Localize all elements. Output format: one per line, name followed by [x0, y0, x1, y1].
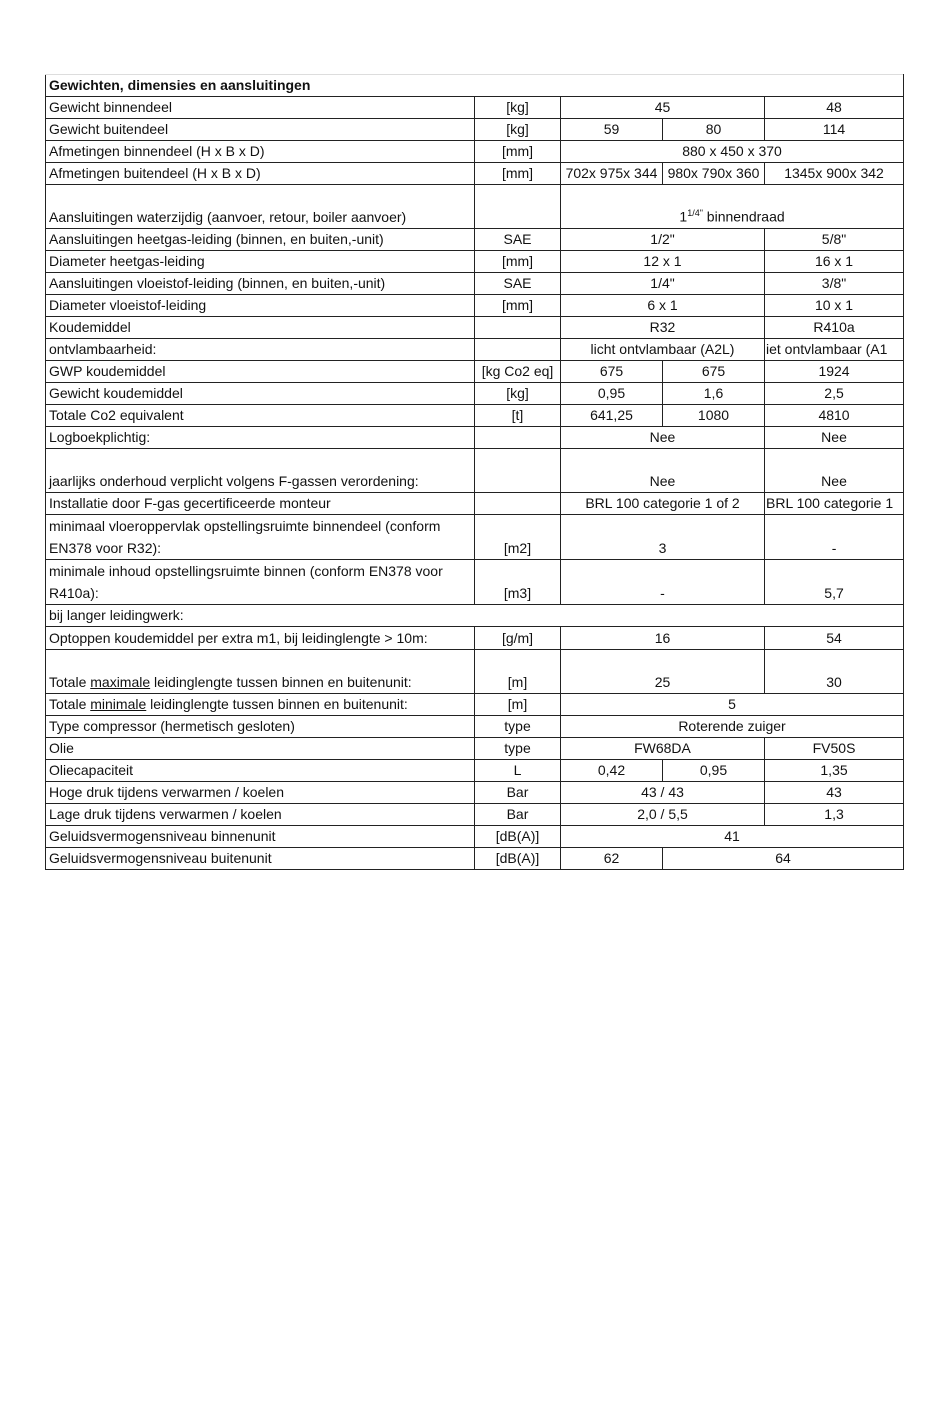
row-unit: [m2]: [475, 515, 561, 560]
row-value: 64: [663, 848, 904, 870]
row-label: Geluidsvermogensniveau binnenunit: [46, 826, 475, 848]
row-unit: [475, 493, 561, 515]
row-value: [561, 185, 904, 229]
spec-sheet: [45, 74, 903, 870]
table-row: [46, 782, 904, 804]
table-title-row: [46, 75, 904, 97]
row-value: 16 x 1: [765, 251, 904, 273]
table-row: [46, 163, 904, 185]
row-label: Afmetingen buitendeel (H x B x D): [46, 163, 475, 185]
row-label: Hoge druk tijdens verwarmen / koelen: [46, 782, 475, 804]
table-row: [46, 383, 904, 405]
row-value: 1,6: [663, 383, 765, 405]
row-value: 0,95: [663, 760, 765, 782]
row-value: 59: [561, 119, 663, 141]
row-unit: Bar: [475, 782, 561, 804]
row-label: Geluidsvermogensniveau buitenunit: [46, 848, 475, 870]
row-value: 1/4": [561, 273, 765, 295]
row-value: Roterende zuiger: [561, 716, 904, 738]
row-label: Installatie door F-gas gecertificeerde monteur: [46, 493, 475, 515]
row-label: Aansluitingen heetgas-leiding (binnen, en buiten,-unit): [46, 229, 475, 251]
table-row: [46, 339, 904, 361]
row-unit: [475, 449, 561, 493]
table-row: [46, 515, 904, 560]
table-row: [46, 493, 904, 515]
row-value: R410a: [765, 317, 904, 339]
row-unit: [mm]: [475, 141, 561, 163]
row-unit: [475, 185, 561, 229]
row-value: 4810: [765, 405, 904, 427]
row-value: 1,3: [765, 804, 904, 826]
row-label: Gewicht binnendeel: [46, 97, 475, 119]
row-value: 45: [561, 97, 765, 119]
row-value: Nee: [765, 449, 904, 493]
row-value: 1080: [663, 405, 765, 427]
table-title: Gewichten, dimensies en aansluitingen: [46, 75, 904, 97]
row-unit: [t]: [475, 405, 561, 427]
row-unit: [475, 427, 561, 449]
row-value: BRL 100 categorie 1 of 2: [561, 493, 765, 515]
row-value: 48: [765, 97, 904, 119]
table-row: [46, 97, 904, 119]
row-label: Type compressor (hermetisch gesloten): [46, 716, 475, 738]
row-label: Lage druk tijdens verwarmen / koelen: [46, 804, 475, 826]
label-underlined: maximale: [90, 674, 151, 690]
table-row: [46, 826, 904, 848]
row-unit: [m]: [475, 650, 561, 694]
row-label: Afmetingen binnendeel (H x B x D): [46, 141, 475, 163]
row-unit: [mm]: [475, 295, 561, 317]
row-value: 675: [663, 361, 765, 383]
row-unit: [mm]: [475, 251, 561, 273]
label-part: leidinglengte tussen binnen en buitenunit:: [150, 674, 412, 690]
row-value: 0,42: [561, 760, 663, 782]
row-label: bij langer leidingwerk:: [46, 605, 904, 627]
row-value: -: [561, 560, 765, 605]
row-label: Totale Co2 equivalent: [46, 405, 475, 427]
table-row: [46, 317, 904, 339]
row-unit: type: [475, 716, 561, 738]
row-value: 702x 975x 344: [561, 163, 663, 185]
table-row: [46, 694, 904, 716]
row-label: Koudemiddel: [46, 317, 475, 339]
row-value: 1,35: [765, 760, 904, 782]
row-label: jaarlijks onderhoud verplicht volgens F-gassen verordening:: [46, 449, 475, 493]
row-label: Optoppen koudemiddel per extra m1, bij leidinglengte > 10m:: [46, 627, 475, 650]
row-value: 43: [765, 782, 904, 804]
row-value: 54: [765, 627, 904, 650]
table-row: [46, 427, 904, 449]
row-value: 641,25: [561, 405, 663, 427]
row-value: 10 x 1: [765, 295, 904, 317]
row-value: FV50S: [765, 738, 904, 760]
row-label: GWP koudemiddel: [46, 361, 475, 383]
row-value: 62: [561, 848, 663, 870]
row-value: 6 x 1: [561, 295, 765, 317]
row-value: 1924: [765, 361, 904, 383]
row-value: 2,5: [765, 383, 904, 405]
row-value: 12 x 1: [561, 251, 765, 273]
row-value: 16: [561, 627, 765, 650]
row-value: 80: [663, 119, 765, 141]
value-superscript: 1/4": [687, 208, 703, 219]
row-label: Diameter heetgas-leiding: [46, 251, 475, 273]
row-unit: [475, 339, 561, 361]
row-label: minimaal vloeroppervlak opstellingsruimte binnendeel (conform EN378 voor R32):: [46, 515, 475, 560]
table-row: [46, 141, 904, 163]
table-row: [46, 361, 904, 383]
row-value: 2,0 / 5,5: [561, 804, 765, 826]
table-row: [46, 760, 904, 782]
row-label: minimale inhoud opstellingsruimte binnen (conform EN378 voor R410a):: [46, 560, 475, 605]
table-row: [46, 738, 904, 760]
row-value: 1345x 900x 342: [765, 163, 904, 185]
row-unit: SAE: [475, 229, 561, 251]
row-label: Aansluitingen waterzijdig (aanvoer, retour, boiler aanvoer): [46, 185, 475, 229]
row-label: Diameter vloeistof-leiding: [46, 295, 475, 317]
label-part: leidinglengte tussen binnen en buitenunit:: [146, 696, 408, 712]
row-value: 43 / 43: [561, 782, 765, 804]
row-label: ontvlambaarheid:: [46, 339, 475, 361]
row-unit: [dB(A)]: [475, 848, 561, 870]
spec-table: [45, 74, 904, 870]
row-label: [46, 694, 475, 716]
row-value: 980x 790x 360: [663, 163, 765, 185]
row-value: 675: [561, 361, 663, 383]
row-unit: [kg]: [475, 119, 561, 141]
row-value: 3/8": [765, 273, 904, 295]
table-row: [46, 295, 904, 317]
table-row: [46, 650, 904, 694]
row-unit: [m]: [475, 694, 561, 716]
row-label: Aansluitingen vloeistof-leiding (binnen, en buiten,-unit): [46, 273, 475, 295]
table-row: [46, 185, 904, 229]
row-label: Gewicht buitendeel: [46, 119, 475, 141]
row-label: Oliecapaciteit: [46, 760, 475, 782]
table-row: [46, 229, 904, 251]
row-unit: [kg]: [475, 97, 561, 119]
row-value: 5,7: [765, 560, 904, 605]
table-row: [46, 804, 904, 826]
row-value: 5: [561, 694, 904, 716]
table-row: [46, 716, 904, 738]
table-row: [46, 273, 904, 295]
row-value: 5/8": [765, 229, 904, 251]
row-unit: [mm]: [475, 163, 561, 185]
value-main: 1: [679, 209, 688, 225]
label-part: Totale: [49, 696, 91, 712]
table-row: [46, 560, 904, 605]
row-value: 25: [561, 650, 765, 694]
row-label: Olie: [46, 738, 475, 760]
label-underlined: minimale: [90, 696, 147, 712]
table-row: [46, 119, 904, 141]
row-unit: L: [475, 760, 561, 782]
row-unit: type: [475, 738, 561, 760]
table-row: [46, 251, 904, 273]
label-part: Totale: [49, 674, 91, 690]
table-row: [46, 605, 904, 627]
table-row: [46, 848, 904, 870]
row-label: Gewicht koudemiddel: [46, 383, 475, 405]
row-label: [46, 650, 475, 694]
row-value: R32: [561, 317, 765, 339]
row-value: FW68DA: [561, 738, 765, 760]
row-unit: [m3]: [475, 560, 561, 605]
row-value: BRL 100 categorie 1: [765, 493, 904, 515]
row-value: -: [765, 515, 904, 560]
row-value: Nee: [561, 449, 765, 493]
row-unit: [475, 317, 561, 339]
row-unit: SAE: [475, 273, 561, 295]
table-row: [46, 405, 904, 427]
row-value: Nee: [765, 427, 904, 449]
row-value: iet ontvlambaar (A1: [765, 339, 904, 361]
row-value: 41: [561, 826, 904, 848]
value-rest: binnendraad: [702, 209, 785, 225]
row-unit: [g/m]: [475, 627, 561, 650]
row-value: 0,95: [561, 383, 663, 405]
table-row: [46, 627, 904, 650]
row-value: 114: [765, 119, 904, 141]
row-unit: Bar: [475, 804, 561, 826]
row-value: 30: [765, 650, 904, 694]
table-row: [46, 449, 904, 493]
row-unit: [kg]: [475, 383, 561, 405]
row-value: 3: [561, 515, 765, 560]
row-unit: [kg Co2 eq]: [475, 361, 561, 383]
row-label: Logboekplichtig:: [46, 427, 475, 449]
row-unit: [dB(A)]: [475, 826, 561, 848]
row-value: licht ontvlambaar (A2L): [561, 339, 765, 361]
row-value: Nee: [561, 427, 765, 449]
row-value: 1/2": [561, 229, 765, 251]
row-value: 880 x 450 x 370: [561, 141, 904, 163]
